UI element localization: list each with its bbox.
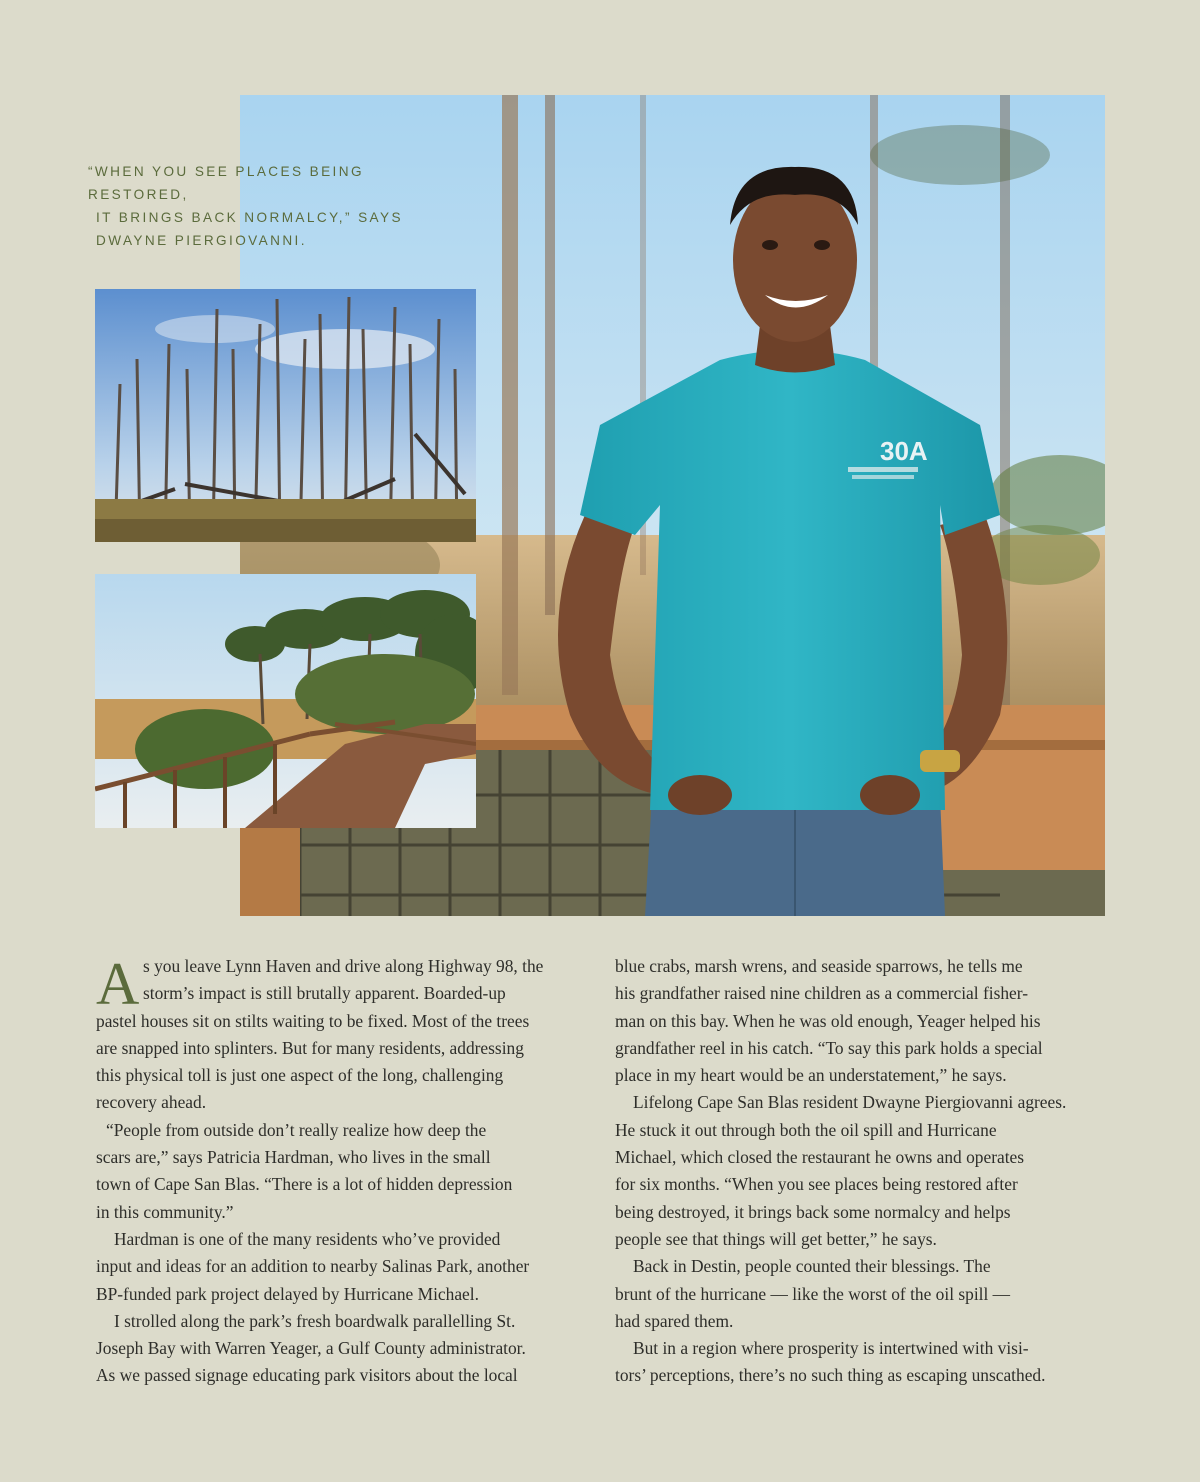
- article-line: But in a region where prosperity is intertwined with visi-: [633, 1338, 1029, 1359]
- article-line: I strolled along the park’s fresh boardwalk parallelling St.: [114, 1310, 516, 1331]
- boardwalk-photo: [95, 574, 476, 828]
- pull-quote-line: “WHEN YOU SEE PLACES BEING RESTORED,: [88, 164, 364, 202]
- article-line: are snapped into splinters. But for many residents, addressing: [96, 1037, 524, 1058]
- article-line: man on this bay. When he was old enough, Yeager helped his: [615, 1010, 1041, 1031]
- article-line: Hardman is one of the many residents who’ve provided: [114, 1228, 501, 1249]
- article-line: scars are,” says Patricia Hardman, who lives in the small: [96, 1147, 491, 1168]
- drop-cap: A: [96, 951, 140, 1017]
- article-line: town of Cape San Blas. “There is a lot of hidden depression: [96, 1174, 513, 1195]
- pull-quote-line: IT BRINGS BACK NORMALCY,” SAYS: [96, 210, 403, 225]
- article-line: this physical toll is just one aspect of the long, challenging: [96, 1065, 504, 1086]
- article-line: grandfather reel in his catch. “To say this park holds a special: [615, 1037, 1043, 1058]
- article-line: He stuck it out through both the oil spill and Hurricane: [615, 1119, 997, 1140]
- article-line: s you leave Lynn Haven and drive along Highway 98, the: [143, 956, 544, 976]
- pull-quote-line: DWAYNE PIERGIOVANNI.: [96, 233, 307, 248]
- boardwalk-illustration: [95, 574, 476, 828]
- article-line: in this community.”: [96, 1201, 234, 1222]
- article-line: BP-funded park project delayed by Hurricane Michael.: [96, 1283, 479, 1304]
- article-line: people see that things will get better,” he says.: [615, 1228, 937, 1249]
- dead-trees-illustration: [95, 289, 476, 542]
- article-line: had spared them.: [615, 1310, 734, 1331]
- article-column-left: [96, 953, 588, 1390]
- article-line: Back in Destin, people counted their blessings. The: [633, 1256, 991, 1277]
- pull-quote: [88, 160, 458, 252]
- article-line: his grandfather raised nine children as a commercial fisher-: [615, 983, 1028, 1004]
- article-line: blue crabs, marsh wrens, and seaside sparrows, he tells me: [615, 956, 1023, 976]
- article-line: brunt of the hurricane — like the worst of the oil spill —: [615, 1283, 1011, 1304]
- article-line: “People from outside don’t really realize how deep the: [106, 1119, 487, 1140]
- article-line: Lifelong Cape San Blas resident Dwayne Piergiovanni agrees.: [633, 1092, 1067, 1113]
- article-line: storm’s impact is still brutally apparent. Boarded-up: [143, 983, 506, 1004]
- article-line: for six months. “When you see places being restored after: [615, 1174, 1018, 1195]
- article-line: Michael, which closed the restaurant he owns and operates: [615, 1147, 1025, 1168]
- dead-trees-photo: [95, 289, 476, 542]
- article-line: Joseph Bay with Warren Yeager, a Gulf County administrator.: [96, 1338, 526, 1359]
- shirt-logo: 30A: [880, 436, 928, 466]
- article-line: As we passed signage educating park visitors about the local: [96, 1365, 518, 1386]
- article-line: pastel houses sit on stilts waiting to be fixed. Most of the trees: [96, 1010, 530, 1031]
- article-column-right: [615, 953, 1110, 1390]
- article-line: tors’ perceptions, there’s no such thing as escaping unscathed.: [615, 1365, 1046, 1386]
- article-line: place in my heart would be an understatement,” he says.: [615, 1065, 1007, 1086]
- article-line: being destroyed, it brings back some normalcy and helps: [615, 1201, 1011, 1222]
- article-line: recovery ahead.: [96, 1092, 207, 1113]
- article-line: input and ideas for an addition to nearby Salinas Park, another: [96, 1256, 530, 1277]
